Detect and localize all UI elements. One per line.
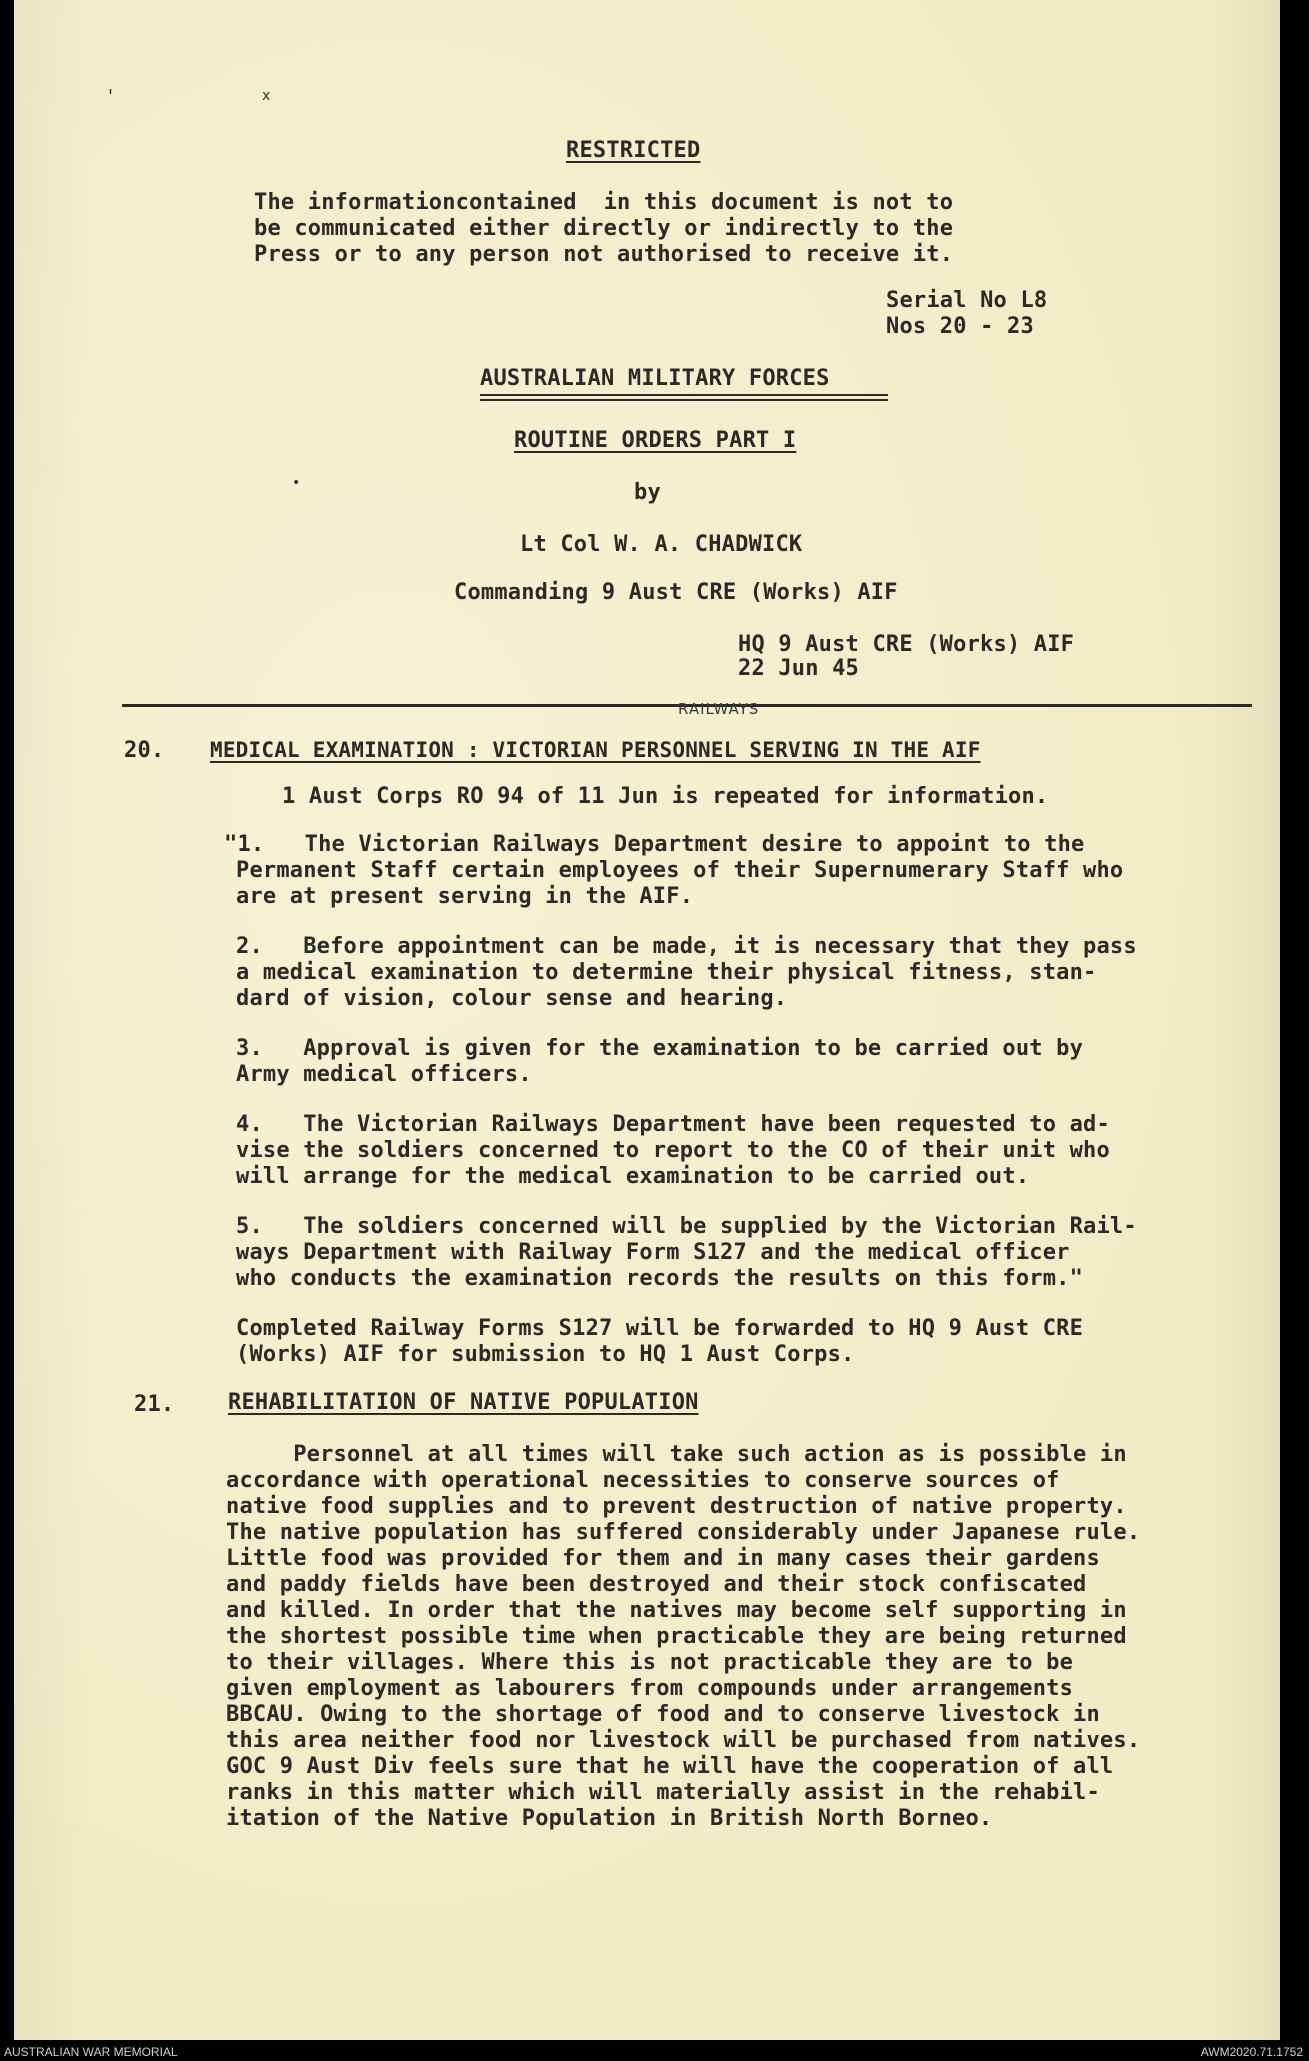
paragraph-line: Completed Railway Forms S127 will be forwarded to HQ 9 Aust CRE — [236, 1316, 1084, 1341]
body-line: this area neither food nor livestock will be purchased from natives. — [226, 1728, 1141, 1753]
document-page — [14, 0, 1280, 2040]
paragraph-line: 4. The Victorian Railways Department have been requested to ad- — [236, 1112, 1110, 1137]
paragraph-line: Permanent Staff certain employees of their Supernumerary Staff who — [236, 858, 1124, 883]
command-line: Commanding 9 Aust CRE (Works) AIF — [454, 580, 898, 605]
paragraph-line: (Works) AIF for submission to HQ 1 Aust Corps. — [236, 1342, 855, 1367]
body-line: to their villages. Where this is not practicable they are to be — [226, 1650, 1074, 1675]
handwritten-insert: RAILWAYS — [678, 700, 760, 718]
paragraph-line: dard of vision, colour sense and hearing. — [236, 986, 788, 1011]
footer-institution: AUSTRALIAN WAR MEMORIAL — [4, 2045, 178, 2059]
paragraph-line: a medical examination to determine their physical fitness, stan- — [236, 960, 1097, 985]
org-underline — [480, 394, 888, 396]
paragraph-line: 5. The soldiers concerned will be supplied by the Victorian Rail- — [236, 1214, 1137, 1239]
section-number: 21. — [134, 1392, 175, 1417]
ink-mark: ⅹ — [262, 88, 271, 104]
ink-mark: • — [292, 475, 301, 491]
paragraph-line: "1. The Victorian Railways Department desire to appoint to the — [224, 832, 1085, 857]
paragraph-line: who conducts the examination records the results on this form." — [236, 1266, 1084, 1291]
section-number: 20. — [124, 738, 165, 763]
classification-label: RESTRICTED — [566, 138, 701, 163]
serial-number: Serial No L8 — [886, 288, 1048, 313]
paragraph-line: will arrange for the medical examination to be carried out. — [236, 1164, 1030, 1189]
body-line: Little food was provided for them and in many cases their gardens — [226, 1546, 1100, 1571]
notice-line: Press or to any person not authorised to receive it. — [254, 242, 954, 267]
body-line: itation of the Native Population in British North Borneo. — [226, 1806, 993, 1831]
section-intro: 1 Aust Corps RO 94 of 11 Jun is repeated for information. — [282, 784, 1049, 809]
section-title: REHABILITATION OF NATIVE POPULATION — [228, 1390, 699, 1415]
body-line: given employment as labourers from compounds under arrangements — [226, 1676, 1074, 1701]
date-line: 22 Jun 45 — [738, 656, 860, 681]
body-line: BBCAU. Owing to the shortage of food and to conserve livestock in — [226, 1702, 1100, 1727]
paragraph-line: 3. Approval is given for the examination to be carried out by — [236, 1036, 1084, 1061]
body-line: native food supplies and to prevent destruction of native property. — [226, 1494, 1127, 1519]
body-line: and killed. In order that the natives may become self supporting in — [226, 1598, 1127, 1623]
body-line: The native population has suffered considerably under Japanese rule. — [226, 1520, 1141, 1545]
paragraph-line: vise the soldiers concerned to report to the CO of their unit who — [236, 1138, 1110, 1163]
by-label: by — [634, 480, 661, 505]
officer-name: Lt Col W. A. CHADWICK — [520, 532, 803, 557]
hq-line: HQ 9 Aust CRE (Works) AIF — [738, 632, 1075, 657]
orders-title: ROUTINE ORDERS PART I — [514, 428, 797, 453]
paragraph-line: Army medical officers. — [236, 1062, 532, 1087]
paragraph-line: are at present serving in the AIF. — [236, 884, 694, 909]
ink-mark: ' — [108, 86, 113, 107]
organisation-title: AUSTRALIAN MILITARY FORCES — [480, 366, 830, 391]
paragraph-line: ways Department with Railway Form S127 and the medical officer — [236, 1240, 1070, 1265]
order-numbers: Nos 20 - 23 — [886, 314, 1034, 339]
body-line: Personnel at all times will take such action as is possible in — [226, 1442, 1127, 1467]
paragraph-line: 2. Before appointment can be made, it is necessary that they pass — [236, 934, 1137, 959]
body-line: and paddy fields have been destroyed and their stock confiscated — [226, 1572, 1087, 1597]
footer-accession: AWM2020.71.1752 — [1200, 2045, 1303, 2059]
body-line: the shortest possible time when practicable they are being returned — [226, 1624, 1127, 1649]
body-line: GOC 9 Aust Div feels sure that he will have the cooperation of all — [226, 1754, 1114, 1779]
notice-line: The informationcontained in this document is not to — [254, 190, 954, 215]
section-title: MEDICAL EXAMINATION : VICTORIAN PERSONNEL SERVING IN THE AIF — [210, 738, 981, 762]
body-line: ranks in this matter which will materially assist in the rehabil- — [226, 1780, 1100, 1805]
body-line: accordance with operational necessities to conserve sources of — [226, 1468, 1060, 1493]
notice-line: be communicated either directly or indirectly to the — [254, 216, 954, 241]
org-underline — [480, 399, 888, 401]
